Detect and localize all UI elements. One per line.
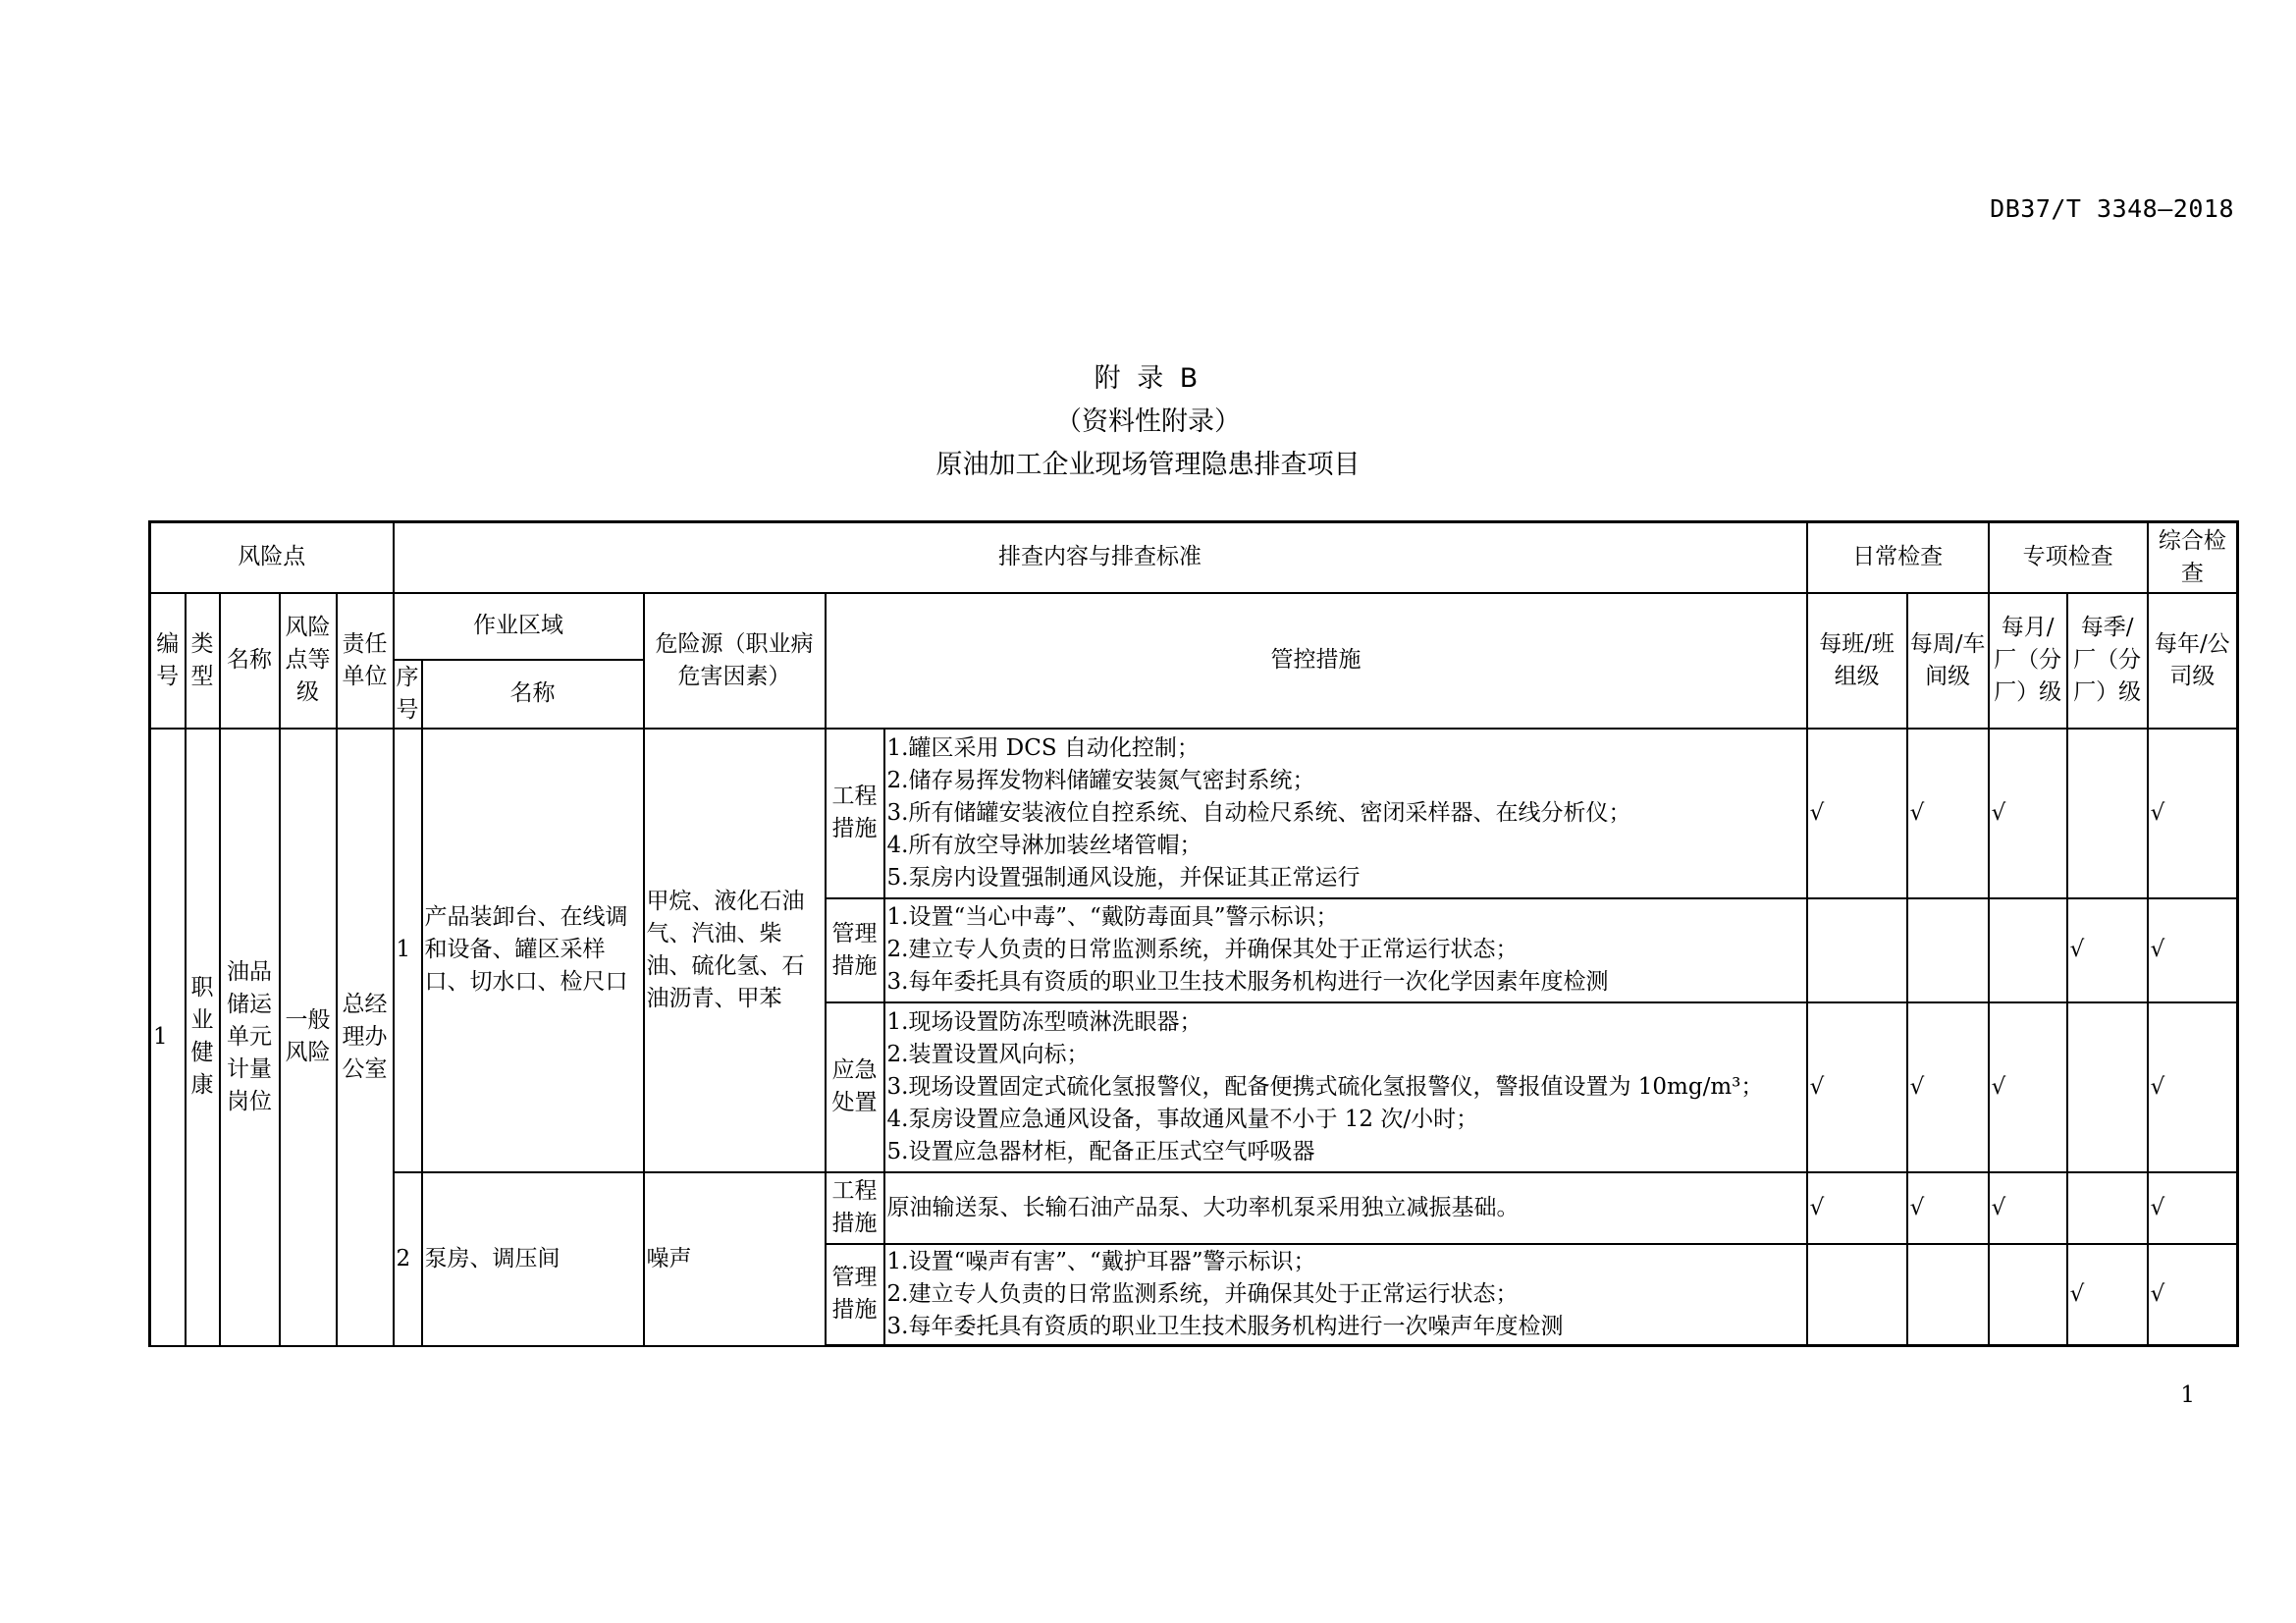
check-per-month [1989,1244,2067,1346]
hazard-source: 噪声 [644,1172,826,1346]
number-header: 编号 [150,593,186,729]
check-per-shift: √ [1807,1172,1907,1244]
table-row [150,1172,2238,1244]
measure-items: 1.罐区采用 DCS 自动化控制； 2.储存易挥发物料储罐安装氮气密封系统； 3.所有储罐安装液位自控系统、自动检尺系统、密闭采样器、在线分析仪； 4.所有放空导淋加装丝堵管帽； 5.泵房内设置强制通风设施，并保证其正常运行 [884,729,1807,898]
risk-name: 油品储运单元计量岗位 [220,729,280,1346]
hazard-source: 甲烷、液化石油气、汽油、柴油、硫化氢、石油沥青、甲苯 [644,729,826,1172]
per-shift-header: 每班/班组级 [1807,593,1907,729]
check-per-year: √ [2148,1002,2238,1172]
type-header: 类型 [186,593,220,729]
per-week-header: 每周/车间级 [1907,593,1989,729]
area-seq: 2 [394,1172,422,1346]
responsible-unit-header: 责任单位 [337,593,394,729]
check-per-year: √ [2148,898,2238,1002]
area-seq: 1 [394,729,422,1172]
area-name: 泵房、调压间 [422,1172,644,1346]
check-per-week: √ [1907,1172,1989,1244]
name-header: 名称 [220,593,280,729]
check-per-year: √ [2148,1244,2238,1346]
measure-category: 工程措施 [826,729,884,898]
measure-category: 应急处置 [826,1002,884,1172]
area-name-header: 名称 [422,660,644,729]
area-name: 产品装卸台、在线调和设备、罐区采样口、切水口、检尺口 [422,729,644,1172]
check-per-month: √ [1989,1172,2067,1244]
measure-items: 1.现场设置防冻型喷淋洗眼器； 2.装置设置风向标； 3.现场设置固定式硫化氢报警仪，配备便携式硫化氢报警仪，警报值设置为 10mg/m³； 4.泵房设置应急通风设备，事故通风量不小于 12 次/小时； 5.设置应急器材柜，配备正压式空气呼吸器 [884,1002,1807,1172]
per-month-header: 每月/厂（分厂）级 [1989,593,2067,729]
area-seq-header: 序号 [394,660,422,729]
check-per-year: √ [2148,729,2238,898]
check-per-month: √ [1989,1002,2067,1172]
responsible-unit: 总经理办公室 [337,729,394,1346]
check-per-shift [1807,1244,1907,1346]
check-per-quarter [2067,1002,2148,1172]
work-area-header: 作业区域 [394,593,644,660]
check-per-year: √ [2148,1172,2238,1244]
measure-category: 管理措施 [826,898,884,1002]
per-quarter-header: 每季/厂（分厂）级 [2067,593,2148,729]
risk-number: 1 [150,729,186,1346]
check-per-quarter: √ [2067,1244,2148,1346]
page-number: 1 [2180,1382,2195,1408]
check-per-shift [1807,898,1907,1002]
page-title: 原油加工企业现场管理隐患排查项目 [935,450,1361,480]
check-per-week: √ [1907,729,1989,898]
measure-category: 管理措施 [826,1244,884,1346]
measure-items: 1.设置“噪声有害”、“戴护耳器”警示标识； 2.建立专人负责的日常监测系统，并确保其处于正常运行状态； 3.每年委托具有资质的职业卫生技术服务机构进行一次噪声年度检测 [884,1244,1807,1346]
check-per-week: √ [1907,1002,1989,1172]
check-per-quarter: √ [2067,898,2148,1002]
appendix-label: 附 录 B [1094,363,1202,394]
hazard-inspection-table [148,520,2239,1347]
check-per-shift: √ [1807,729,1907,898]
risk-point-header: 风险点 [150,522,394,593]
content-standard-header: 排查内容与排查标准 [394,522,1807,593]
check-per-month: √ [1989,729,2067,898]
check-per-quarter [2067,729,2148,898]
hazard-header: 危险源（职业病危害因素） [644,593,826,729]
comprehensive-check-header: 综合检查 [2148,522,2238,593]
appendix-nature: （资料性附录） [1055,406,1241,437]
daily-check-header: 日常检查 [1807,522,1989,593]
risk-level-header: 风险点等级 [280,593,337,729]
check-per-week [1907,1244,1989,1346]
header-row-2 [150,593,2238,660]
header-row-1 [150,522,2238,593]
check-per-quarter [2067,1172,2148,1244]
risk-level: 一般风险 [280,729,337,1346]
per-year-header: 每年/公司级 [2148,593,2238,729]
check-per-shift: √ [1807,1002,1907,1172]
special-check-header: 专项检查 [1989,522,2148,593]
document-code: DB37/T 3348—2018 [1990,194,2234,223]
risk-type: 职业健康 [186,729,220,1346]
control-measures-header: 管控措施 [826,593,1807,729]
table-row [150,729,2238,898]
measure-category: 工程措施 [826,1172,884,1244]
measure-items: 1.设置“当心中毒”、“戴防毒面具”警示标识； 2.建立专人负责的日常监测系统，并确保其处于正常运行状态； 3.每年委托具有资质的职业卫生技术服务机构进行一次化学因素年度检测 [884,898,1807,1002]
check-per-week [1907,898,1989,1002]
check-per-month [1989,898,2067,1002]
measure-items: 原油输送泵、长输石油产品泵、大功率机泵采用独立减振基础。 [884,1172,1807,1244]
